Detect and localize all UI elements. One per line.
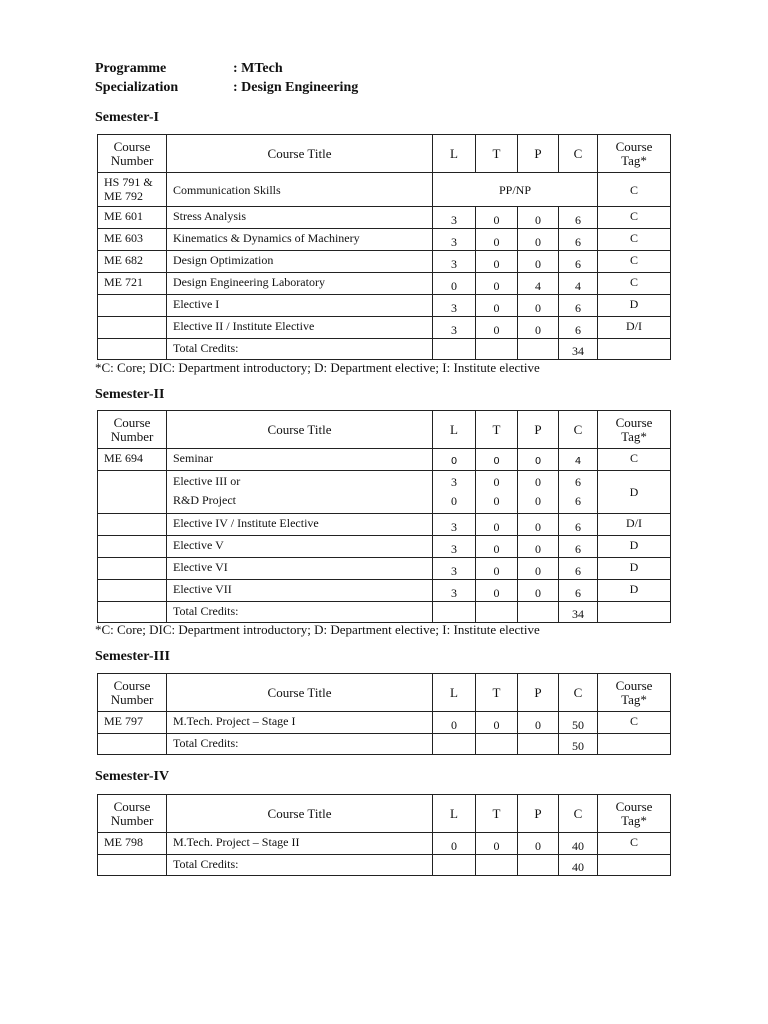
course-tag: D: [598, 558, 671, 580]
empty-cell: [476, 855, 518, 876]
col-course-title: Course Title: [167, 674, 433, 712]
empty-cell: [476, 602, 518, 623]
col-l: L: [433, 135, 476, 173]
t-value: 0: [476, 317, 518, 339]
empty-cell: [433, 855, 476, 876]
empty-cell: [598, 339, 671, 360]
rd-project-title: R&D Project: [173, 493, 236, 507]
p-value: 0: [518, 514, 559, 536]
empty-cell: [98, 734, 167, 755]
p-value: 0: [518, 580, 559, 602]
course-title: Elective VII: [167, 580, 433, 602]
total-row: [98, 855, 671, 876]
col-t: T: [476, 135, 518, 173]
c-value: 4: [559, 449, 598, 471]
t-value: 0: [476, 207, 518, 229]
col-p: P: [518, 411, 559, 449]
p-value: 0: [518, 295, 559, 317]
c-value: 6: [559, 207, 598, 229]
empty-cell: [98, 558, 167, 580]
l-value-2: 0: [451, 494, 457, 508]
col-p: P: [518, 795, 559, 833]
semester-4-title: Semester-IV: [95, 769, 170, 784]
col-c: C: [559, 135, 598, 173]
semester-2-table: [97, 410, 671, 623]
course-tag: D: [598, 536, 671, 558]
course-tag: C: [598, 712, 671, 734]
empty-cell: [598, 602, 671, 623]
empty-cell: [433, 734, 476, 755]
col-course-number: Course Number: [98, 795, 167, 833]
t-value: 0: [476, 580, 518, 602]
col-p: P: [518, 135, 559, 173]
t-value: 0: [476, 449, 518, 471]
programme-value: : MTech: [233, 61, 283, 76]
l-value: 3: [433, 207, 476, 229]
course-number: ME 798: [98, 833, 167, 855]
course-title: Kinematics & Dynamics of Machinery: [167, 229, 433, 251]
col-course-number: Course Number: [98, 411, 167, 449]
col-course-number: Course Number: [98, 135, 167, 173]
empty-cell: [98, 602, 167, 623]
table-header-row: [98, 135, 671, 173]
col-c: C: [559, 674, 598, 712]
course-number: ME 721: [98, 273, 167, 295]
l-value: 3: [433, 536, 476, 558]
course-number: ME 601: [98, 207, 167, 229]
table-header-row: [98, 411, 671, 449]
l-value: 0: [433, 712, 476, 734]
p-value: 0: [518, 251, 559, 273]
t-value: 0: [476, 514, 518, 536]
course-title: Elective V: [167, 536, 433, 558]
semester-1-title: Semester-I: [95, 110, 160, 125]
course-title: M.Tech. Project – Stage II: [167, 833, 433, 855]
l-value: 0: [433, 833, 476, 855]
total-credits: 50: [559, 734, 598, 755]
col-l: L: [433, 674, 476, 712]
total-row: [98, 339, 671, 360]
l-value: 3: [433, 295, 476, 317]
p-value: 0: [518, 712, 559, 734]
table-row: [98, 558, 671, 580]
empty-cell: [598, 855, 671, 876]
elective-3-title: Elective III or: [173, 474, 241, 488]
course-title: Design Engineering Laboratory: [167, 273, 433, 295]
l-value: [433, 471, 476, 514]
total-credits: 34: [559, 339, 598, 360]
col-course-title: Course Title: [167, 411, 433, 449]
l-value: 3: [433, 317, 476, 339]
c-value: 6: [559, 251, 598, 273]
course-tag: D: [598, 295, 671, 317]
empty-cell: [98, 536, 167, 558]
course-title: Stress Analysis: [167, 207, 433, 229]
col-course-tag: Course Tag*: [598, 795, 671, 833]
course-number: ME 694: [98, 449, 167, 471]
empty-cell: [98, 514, 167, 536]
course-title: Elective II / Institute Elective: [167, 317, 433, 339]
col-course-tag: Course Tag*: [598, 135, 671, 173]
p-value: 0: [518, 536, 559, 558]
empty-cell: [518, 734, 559, 755]
semester-4-table: [97, 794, 671, 876]
course-title: Seminar: [167, 449, 433, 471]
empty-cell: [98, 855, 167, 876]
col-c: C: [559, 411, 598, 449]
course-tag: C: [598, 229, 671, 251]
tag-legend-note: *C: Core; DIC: Department introductory; D: Department elective; I: Institute elective: [95, 622, 540, 637]
t-value-1: 0: [493, 475, 500, 489]
col-course-title: Course Title: [167, 795, 433, 833]
t-value: 0: [476, 712, 518, 734]
t-value: 0: [476, 295, 518, 317]
c-value: [559, 471, 598, 514]
semester-3-table: [97, 673, 671, 755]
c-value: 50: [559, 712, 598, 734]
c-value: 6: [559, 317, 598, 339]
empty-cell: [476, 734, 518, 755]
course-tag: D: [598, 580, 671, 602]
c-value-1: 6: [575, 475, 581, 489]
table-row: [98, 471, 671, 514]
table-row: [98, 273, 671, 295]
total-label: Total Credits:: [167, 602, 433, 623]
total-label: Total Credits:: [167, 734, 433, 755]
semester-1-table: [97, 134, 671, 360]
l-value: 3: [433, 580, 476, 602]
course-tag: C: [598, 173, 671, 207]
l-value: 3: [433, 558, 476, 580]
l-value: 0: [433, 449, 476, 471]
c-value: 6: [559, 536, 598, 558]
c-value: 6: [559, 580, 598, 602]
course-tag: D: [598, 471, 671, 514]
t-value: 0: [476, 536, 518, 558]
p-value: 0: [518, 449, 559, 471]
col-course-tag: Course Tag*: [598, 674, 671, 712]
empty-cell: [518, 855, 559, 876]
t-value: 0: [476, 251, 518, 273]
col-l: L: [433, 795, 476, 833]
col-course-number: Course Number: [98, 674, 167, 712]
empty-cell: [433, 339, 476, 360]
total-label: Total Credits:: [167, 339, 433, 360]
t-value: 0: [476, 273, 518, 295]
empty-cell: [98, 471, 167, 514]
col-t: T: [476, 411, 518, 449]
col-c: C: [559, 795, 598, 833]
table-row: [98, 449, 671, 471]
col-p: P: [518, 674, 559, 712]
course-tag: D/I: [598, 514, 671, 536]
course-number: ME 682: [98, 251, 167, 273]
t-value: 0: [476, 558, 518, 580]
total-credits: 40: [559, 855, 598, 876]
course-tag: C: [598, 449, 671, 471]
table-row: [98, 580, 671, 602]
c-value-2: 6: [575, 494, 581, 508]
course-title: Elective I: [167, 295, 433, 317]
empty-cell: [433, 602, 476, 623]
table-header-row: [98, 795, 671, 833]
table-row: [98, 229, 671, 251]
course-title: Design Optimization: [167, 251, 433, 273]
course-tag: C: [598, 251, 671, 273]
l-value: 0: [433, 273, 476, 295]
c-value: 6: [559, 295, 598, 317]
course-number: [98, 317, 167, 339]
l-value: 3: [433, 251, 476, 273]
p-value-1: 0: [535, 475, 541, 489]
semester-2-title: Semester-II: [95, 387, 165, 402]
tag-legend-note: *C: Core; DIC: Department introductory; D: Department elective; I: Institute elective: [95, 360, 540, 375]
course-title: [167, 471, 433, 514]
c-value: 4: [559, 273, 598, 295]
empty-cell: [518, 602, 559, 623]
programme-label: Programme: [95, 61, 167, 76]
table-row: [98, 251, 671, 273]
col-t: T: [476, 674, 518, 712]
table-row: [98, 295, 671, 317]
course-number: [98, 295, 167, 317]
pp-np-cell: PP/NP: [433, 173, 598, 207]
semester-3-title: Semester-III: [95, 649, 170, 664]
course-number: ME 797: [98, 712, 167, 734]
table-row: [98, 317, 671, 339]
course-tag: D/I: [598, 317, 671, 339]
course-title: Elective VI: [167, 558, 433, 580]
p-value: 0: [518, 229, 559, 251]
l-value: 3: [433, 514, 476, 536]
p-value: 0: [518, 558, 559, 580]
l-value: 3: [433, 229, 476, 251]
t-value: 0: [476, 229, 518, 251]
course-number: HS 791 & ME 792: [98, 173, 167, 207]
col-course-tag: Course Tag*: [598, 411, 671, 449]
col-l: L: [433, 411, 476, 449]
total-row: [98, 734, 671, 755]
table-row: [98, 833, 671, 855]
course-tag: C: [598, 833, 671, 855]
table-header-row: [98, 674, 671, 712]
specialization-value: : Design Engineering: [233, 80, 359, 95]
empty-cell: [598, 734, 671, 755]
total-label: Total Credits:: [167, 855, 433, 876]
p-value-2: 0: [535, 494, 541, 508]
empty-cell: [98, 339, 167, 360]
empty-cell: [476, 339, 518, 360]
course-title: Elective IV / Institute Elective: [167, 514, 433, 536]
p-value: 0: [518, 207, 559, 229]
c-value: 6: [559, 229, 598, 251]
total-row: [98, 602, 671, 623]
p-value: [518, 471, 559, 514]
c-value: 6: [559, 514, 598, 536]
c-value: 40: [559, 833, 598, 855]
c-value: 6: [559, 558, 598, 580]
course-title: M.Tech. Project – Stage I: [167, 712, 433, 734]
p-value: 0: [518, 833, 559, 855]
t-value-2: 0: [493, 494, 500, 508]
empty-cell: [98, 580, 167, 602]
specialization-label: Specialization: [95, 80, 179, 95]
p-value: 4: [518, 273, 559, 295]
total-credits: 34: [559, 602, 598, 623]
course-tag: C: [598, 273, 671, 295]
table-row: [98, 173, 671, 207]
l-value-1: 3: [451, 475, 457, 489]
table-row: [98, 536, 671, 558]
t-value: 0: [476, 833, 518, 855]
t-value: [476, 471, 518, 514]
course-number: ME 603: [98, 229, 167, 251]
table-row: [98, 712, 671, 734]
empty-cell: [518, 339, 559, 360]
p-value: 0: [518, 317, 559, 339]
col-course-title: Course Title: [167, 135, 433, 173]
course-title: Communication Skills: [167, 173, 433, 207]
course-tag: C: [598, 207, 671, 229]
col-t: T: [476, 795, 518, 833]
table-row: [98, 207, 671, 229]
table-row: [98, 514, 671, 536]
